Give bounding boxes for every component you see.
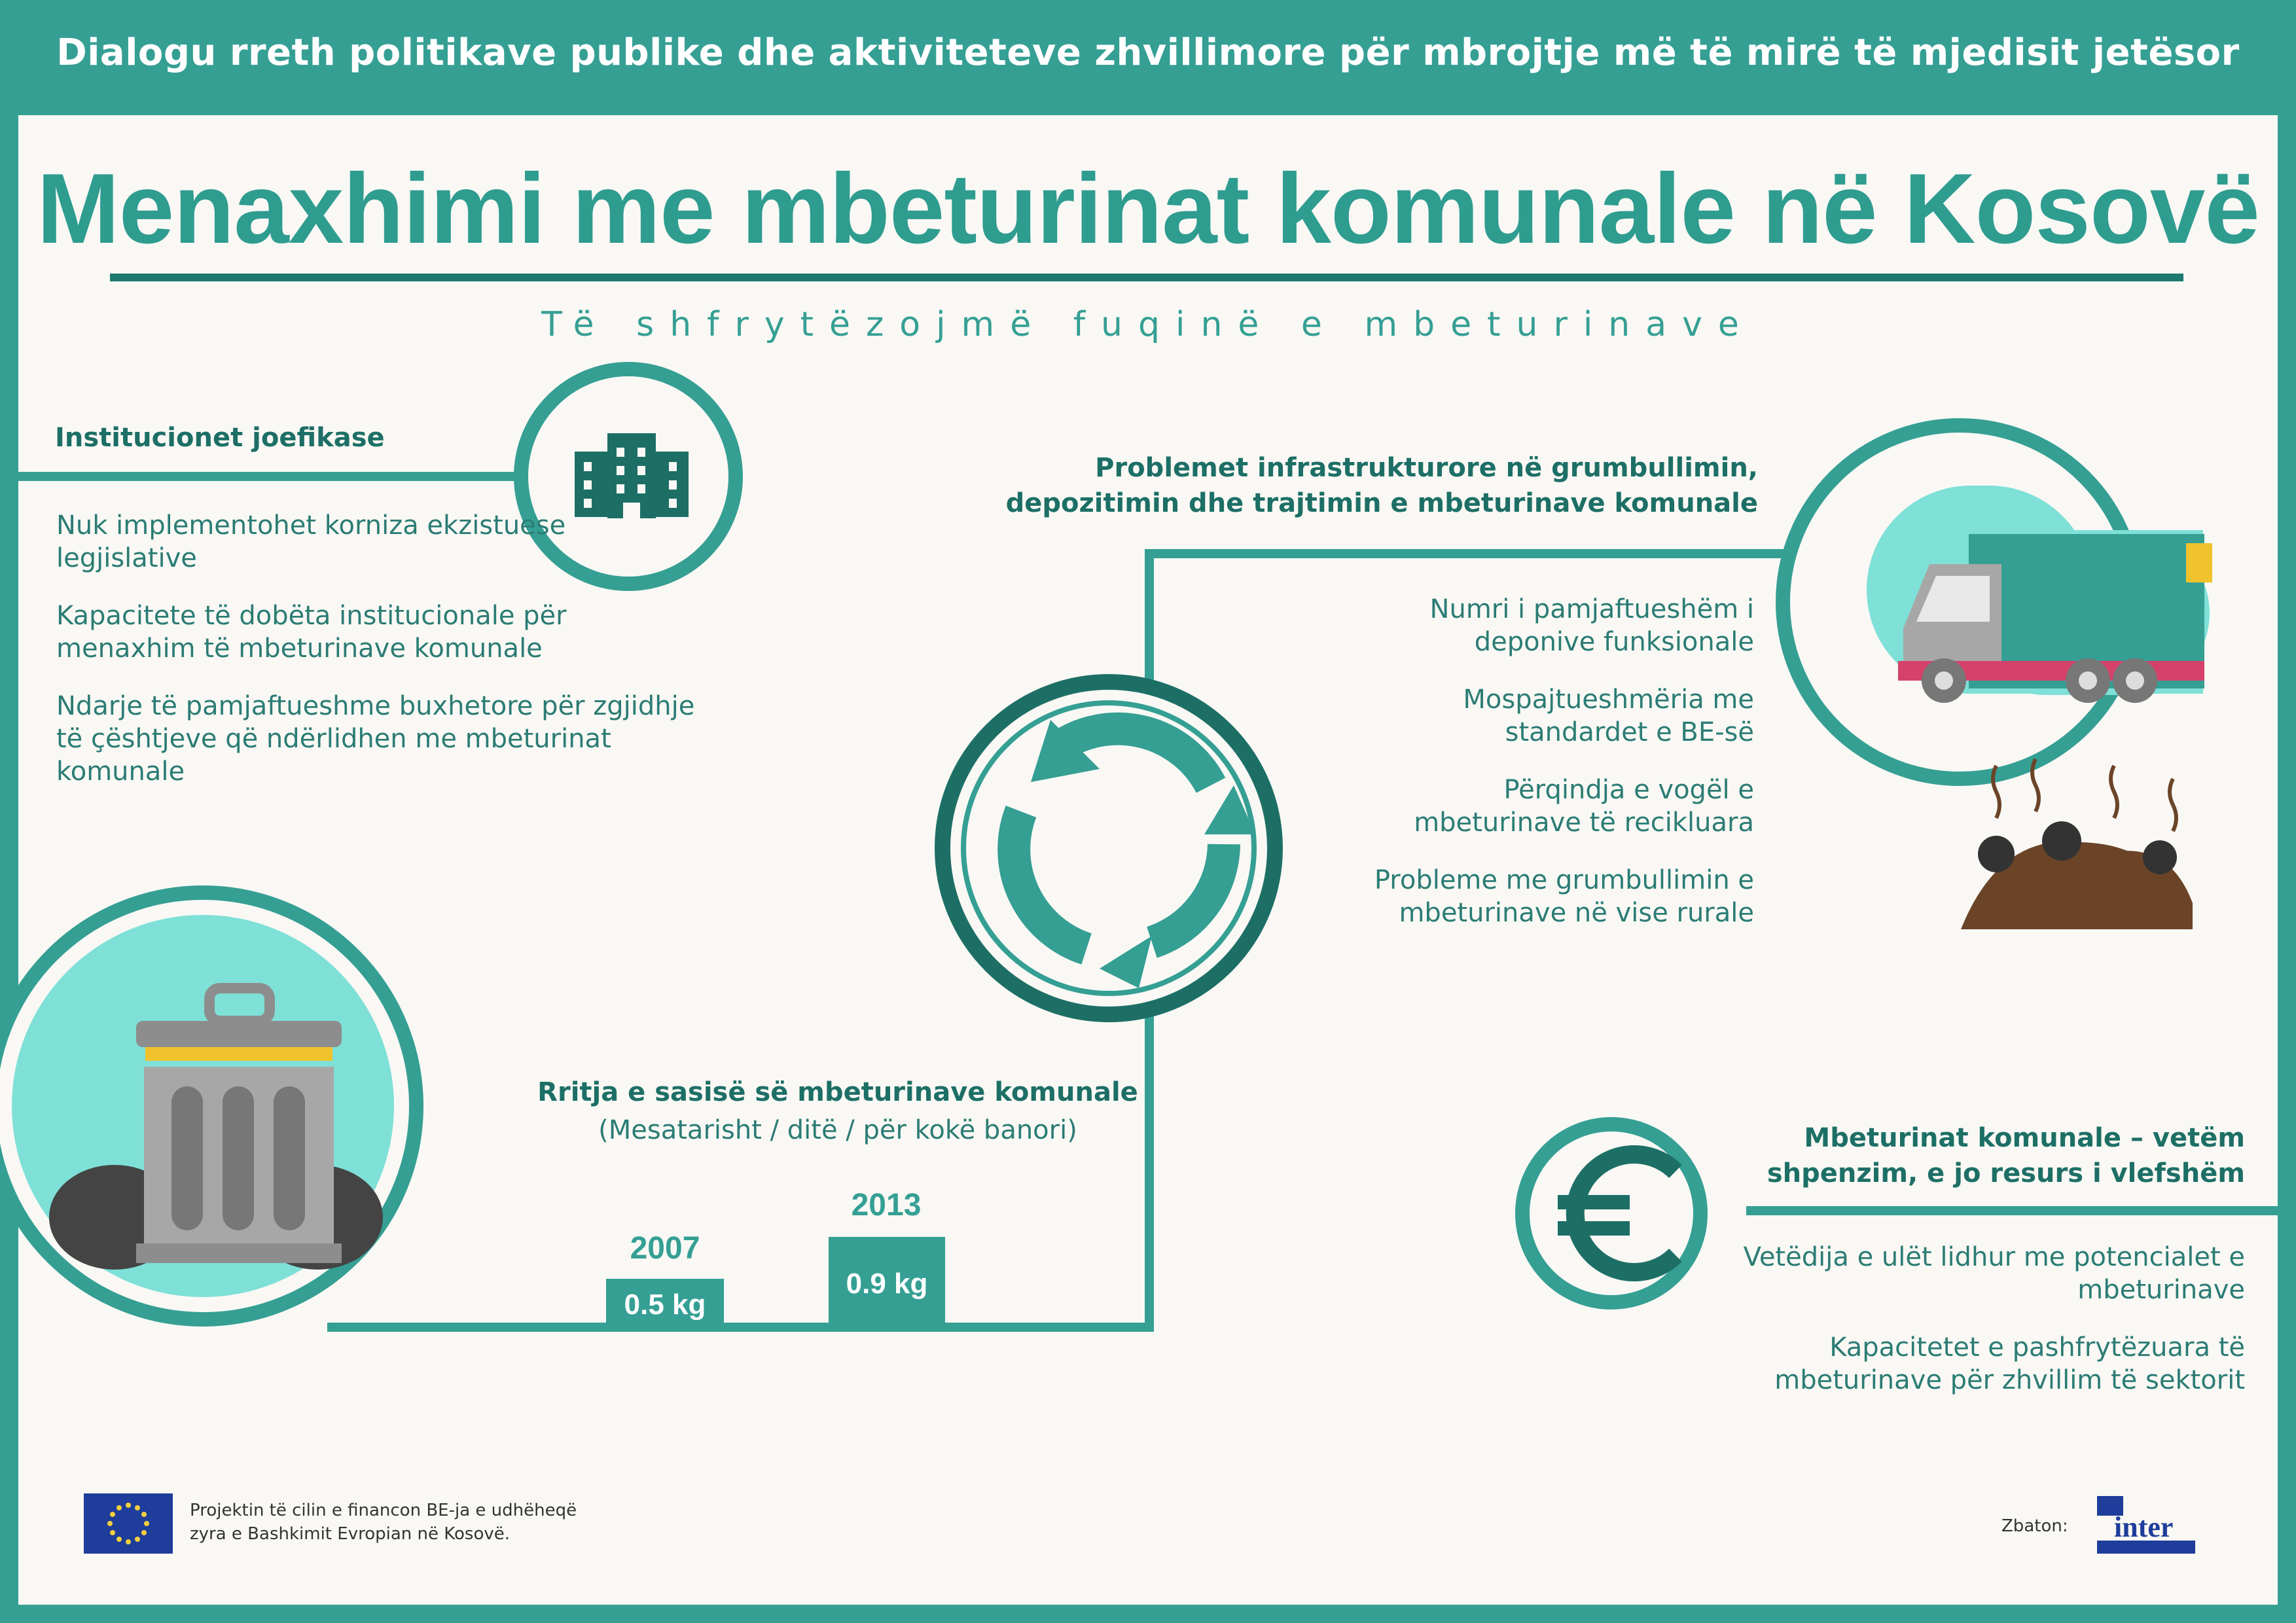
eu-flag-logo: [84, 1493, 173, 1554]
eu-funding-note: [190, 1499, 577, 1546]
garbage-pile-icon: [1961, 759, 2193, 929]
title-divider: [110, 274, 2183, 281]
inter-logo-text: inter: [2114, 1511, 2174, 1543]
expense-item: Vetëdija e ulët lidhur me potencialet e mbeturinave: [1743, 1242, 2245, 1305]
expense-list: [1741, 1241, 2245, 1421]
eu-funding-line1: Projektin të cilin e financon BE-ja e udhëheqë: [190, 1501, 577, 1520]
infrastructure-heading-line2: depozitimin dhe trajtimin e mbeturinave komunale: [1005, 488, 1758, 518]
eu-stars-icon: [84, 1493, 173, 1554]
institutions-list: [56, 509, 711, 813]
bar-year-2013: 2013: [851, 1188, 922, 1222]
trash-can-icon: [0, 893, 416, 1319]
eu-funding-line2: zyra e Bashkimit Evropian në Kosovë.: [190, 1524, 511, 1544]
top-title: Dialogu rreth politikave publike dhe aktiviteteve zhvillimore për mbrojtje më të mirë të mjedisit jetësor: [56, 31, 2240, 74]
institutions-item: Nuk implementohet korniza ekzistuese legjislative: [56, 510, 566, 573]
growth-heading: Rritja e sasisë së mbeturinave komunale: [537, 1077, 1138, 1107]
infrastructure-list: [1361, 593, 1754, 954]
infrastructure-item: Mospajtueshmëria me standardet e BE-së: [1463, 685, 1754, 747]
inter-logo: [2094, 1495, 2198, 1556]
page-subtitle: Të shfrytëzojmë fuqinë e mbeturinave: [541, 305, 1755, 344]
infrastructure-heading: [982, 450, 1758, 521]
euro-icon: [1522, 1124, 1700, 1302]
expense-item: Kapacitetet e pashfrytëzuara të mbeturinave për zhvillim të sektorit: [1774, 1332, 2245, 1395]
growth-note: (Mesatarisht / ditë / për kokë banori): [598, 1115, 1077, 1145]
implemented-label: Zbaton:: [2001, 1516, 2068, 1536]
institutions-heading: Institucionet joefikase: [55, 423, 385, 453]
bar-label-2007: 0.5 kg: [624, 1289, 706, 1321]
page-title: Menaxhimi me mbeturinat komunale në Kosovë: [37, 153, 2259, 264]
institutions-item: Kapacitete të dobëta institucionale për menaxhim të mbeturinave komunale: [56, 601, 567, 664]
infrastructure-item: Përqindja e vogël e mbeturinave të recikluara: [1414, 775, 1754, 838]
recycle-arrows-icon: [942, 682, 1275, 1014]
infrastructure-heading-line1: Problemet infrastrukturore në grumbullimin,: [1095, 453, 1758, 483]
bar-year-2007: 2007: [630, 1231, 700, 1266]
infrastructure-item: Numri i pamjaftueshëm i deponive funksionale: [1429, 594, 1754, 657]
expense-heading: [1728, 1120, 2245, 1191]
institutions-item: Ndarje të pamjaftueshme buxhetore për zgjidhje të çështjeve që ndërlidhen me mbeturinat komunale: [56, 691, 695, 787]
infrastructure-item: Probleme me grumbullimin e mbeturinave në vise rurale: [1374, 865, 1754, 928]
garbage-truck-body: [1898, 531, 2212, 703]
bar-label-2013: 0.9 kg: [846, 1268, 928, 1300]
expense-heading-line1: Mbeturinat komunale – vetëm: [1804, 1123, 2245, 1153]
expense-heading-line2: shpenzim, e jo resurs i vlefshëm: [1767, 1158, 2245, 1188]
